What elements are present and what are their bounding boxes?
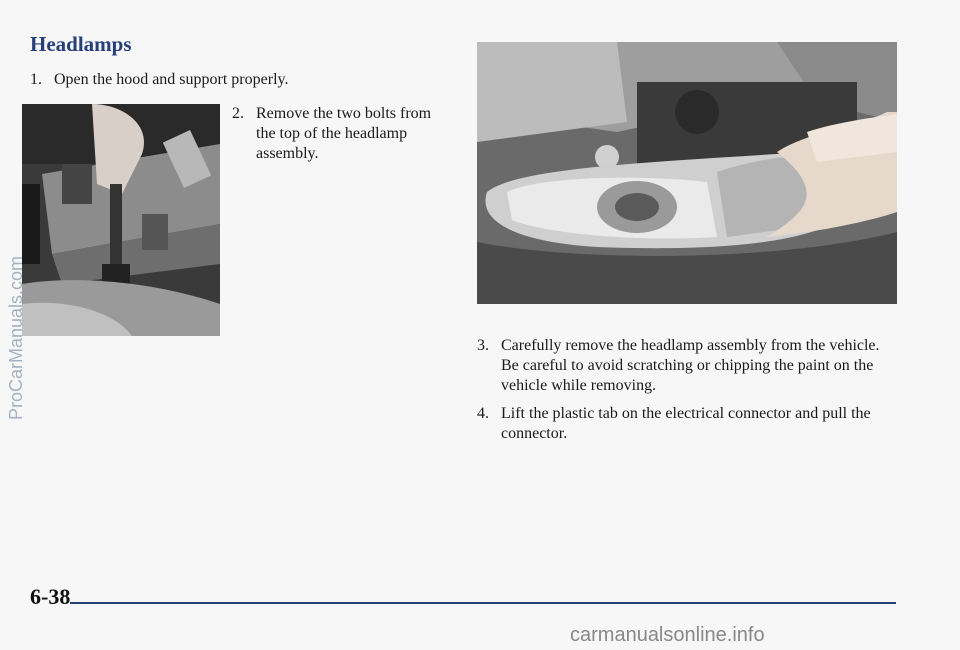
step-text: Carefully remove the headlamp assembly from the vehicle. Be careful to avoid scratching or chipping the paint on the vehicle while removing. — [501, 337, 880, 394]
step-text: Lift the plastic tab on the electrical connector and pull the connector. — [501, 405, 871, 442]
step-number: 2. — [232, 105, 244, 122]
footer-rule — [70, 602, 896, 604]
step-number: 3. — [477, 337, 489, 354]
step-2 — [232, 104, 432, 164]
headlamp-assembly-photo — [477, 42, 897, 304]
step-3 — [477, 336, 897, 396]
step-1 — [30, 70, 360, 90]
step-4 — [477, 404, 897, 444]
side-watermark: ProCarManuals.com — [6, 255, 26, 420]
section-heading: Headlamps — [30, 32, 132, 56]
page-number: 6-38 — [30, 584, 71, 609]
bolt-removal-photo — [22, 104, 220, 336]
step-number: 4. — [477, 405, 489, 422]
step-number: 1. — [30, 71, 42, 88]
step-text: Open the hood and support properly. — [54, 71, 289, 88]
bottom-watermark: carmanualsonline.info — [570, 624, 765, 646]
step-text: Remove the two bolts from the top of the headlamp assembly. — [256, 105, 432, 162]
